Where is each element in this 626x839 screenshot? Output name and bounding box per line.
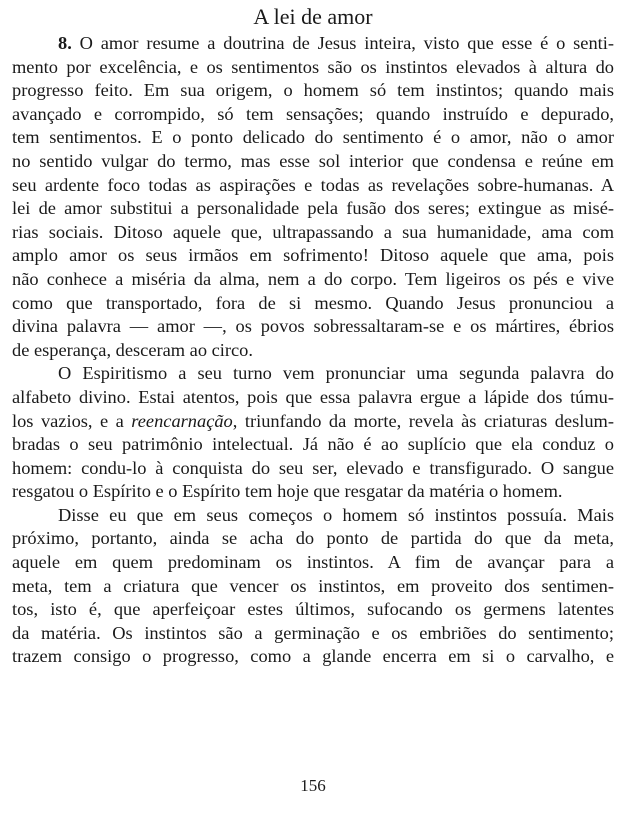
text-line: 8. O amor resume a doutrina de Jesus inteira, visto que esse é o senti- [58,33,614,53]
text-line: tem sentimentos. E o ponto delicado do sentimento é o amor, não o amor [12,127,614,148]
chapter-title: A lei de amor [253,4,373,29]
text-line: no sentido vulgar do termo, mas esse sol interior que condensa e reúne em [12,150,614,171]
book-page [12,0,614,839]
text-line: da matéria. Os instintos são a germinação e os embriões do sentimento; [12,622,614,643]
text-line: trazem consigo o progresso, como a glande encerra em si o carvalho, e [12,646,614,667]
text-line: alfabeto divino. Estai atentos, pois que essa palavra ergue a lápide dos túmu- [12,386,614,407]
text-line: meta, tem a criatura que vencer os instintos, em proveito dos sentimen- [12,575,614,596]
italic-term: reencarnação [131,410,233,431]
text-line: próximo, portanto, ainda se acha do ponto de partida do que da meta, [12,528,614,549]
text-line: mento por excelência, e os sentimentos são os instintos elevados à altura do [12,56,614,77]
text-line: resgatou o Espírito e o Espírito tem hoje que resgatar da matéria o homem. [12,481,563,502]
text-line: avançado e corrompido, só tem sensações; quando instruído e depurado, [12,103,614,124]
text-line: los vazios, e a reencarnação, triunfando da morte, revela às criaturas deslum- [12,410,614,431]
text-line: como que transportado, fora de si mesmo. Quando Jesus pronunciou a [12,292,614,313]
paragraph-3 [12,504,614,669]
text-line: amplo amor os seus irmãos em sofrimento! Ditoso aquele que ama, pois [12,245,614,266]
paragraph-2 [12,362,614,504]
text-line: não conhece a miséria da alma, nem a do corpo. Tem ligeiros os pés e vive [12,268,614,289]
paragraph-1 [12,32,614,362]
page-number: 156 [300,776,326,795]
text-line: divina palavra — amor —, os povos sobressaltaram-se e os mártires, ébrios [12,316,614,337]
paragraph-number: 8. [58,33,72,53]
text-line: progresso feito. Em sua origem, o homem só tem instintos; quando mais [12,80,614,101]
text-line: O Espiritismo a seu turno vem pronunciar uma segunda palavra do [58,363,614,384]
text-line: tos, isto é, que aperfeiçoar estes últimos, sufocando os germens latentes [12,599,614,620]
text-line: homem: condu-lo à conquista do seu ser, elevado e transfigurado. O sangue [12,457,614,478]
text-line: lei de amor substitui a personalidade pela fusão dos seres; extingue as misé- [12,198,614,219]
text-line: seu ardente foco todas as aspirações e todas as revelações sobre-humanas. A [12,174,614,195]
body-text [12,32,614,669]
text-line: Disse eu que em seus começos o homem só instintos possuía. Mais [58,504,614,525]
text-line: rias sociais. Ditoso aquele que, ultrapassando a sua humanidade, ama com [12,221,614,242]
text-line: bradas o seu patrimônio intelectual. Já não é ao suplício que ela conduz o [12,434,614,455]
text-line: aquele em quem predominam os instintos. A fim de avançar para a [12,552,614,573]
text-line: de esperança, desceram ao circo. [12,339,253,360]
